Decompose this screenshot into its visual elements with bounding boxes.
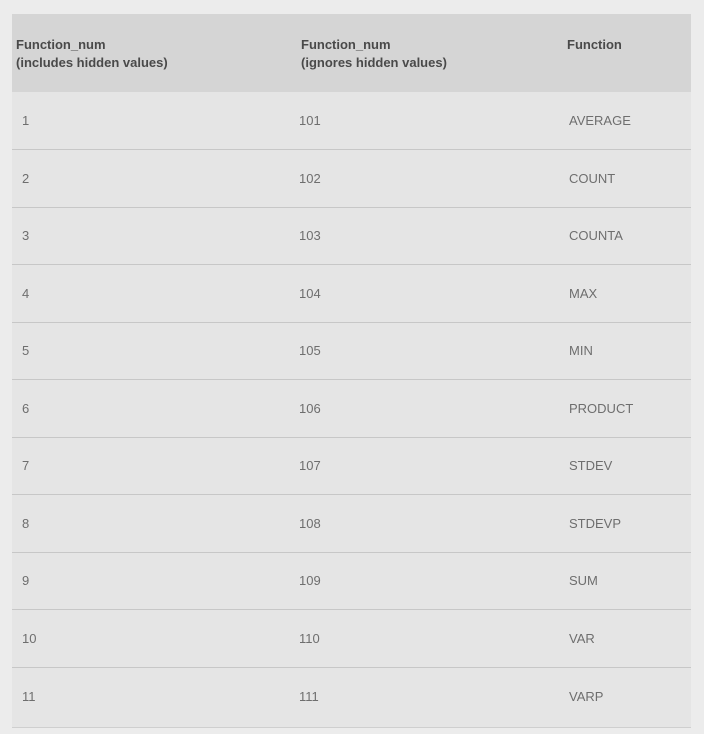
cell-ignores: 111	[297, 667, 567, 725]
cell-includes: 10	[12, 610, 297, 668]
table-row	[12, 207, 691, 265]
table-row	[12, 610, 691, 668]
cell-includes: 1	[22, 113, 30, 128]
cell-ignores: 105	[297, 322, 567, 380]
table-row	[12, 552, 691, 610]
cell-ignores: 107	[297, 437, 567, 495]
cell-function: SUM	[567, 552, 691, 610]
subtotal-function-table-container	[12, 14, 691, 728]
header-function	[567, 14, 691, 92]
cell-function: PRODUCT	[567, 380, 691, 438]
cell-function: COUNTA	[567, 207, 691, 265]
cell-includes: 3	[12, 207, 297, 265]
table-row	[12, 495, 691, 553]
cell-function: VAR	[567, 610, 691, 668]
cell-includes: 7	[12, 437, 297, 495]
header-includes-line2: (includes hidden values)	[16, 55, 168, 70]
cell-includes: 9	[12, 552, 297, 610]
cell-includes: 8	[12, 495, 297, 553]
header-includes-line1: Function_num	[16, 37, 106, 52]
subtotal-function-table	[12, 14, 691, 725]
table-row	[12, 150, 691, 208]
cell-function: AVERAGE	[569, 113, 631, 128]
header-includes-hidden	[12, 14, 297, 92]
cell-ignores: 103	[297, 207, 567, 265]
cell-includes: 6	[12, 380, 297, 438]
header-ignores-line1: Function_num	[301, 37, 391, 52]
cell-includes: 2	[12, 150, 297, 208]
cell-ignores: 110	[297, 610, 567, 668]
cell-ignores: 106	[297, 380, 567, 438]
header-ignores-line2: (ignores hidden values)	[301, 55, 447, 70]
cell-ignores: 104	[297, 265, 567, 323]
cell-ignores: 102	[297, 150, 567, 208]
header-function-label: Function	[567, 37, 622, 52]
table-header	[12, 14, 691, 92]
cell-includes: 4	[12, 265, 297, 323]
cell-includes: 5	[12, 322, 297, 380]
cell-function: VARP	[567, 667, 691, 725]
cell-ignores: 108	[297, 495, 567, 553]
table-row	[12, 265, 691, 323]
header-row	[12, 14, 691, 92]
cell-function: STDEVP	[567, 495, 691, 553]
table-row	[12, 92, 691, 150]
cell-ignores: 109	[297, 552, 567, 610]
cell-function: STDEV	[567, 437, 691, 495]
cell-function: COUNT	[567, 150, 691, 208]
table-row	[12, 437, 691, 495]
table-row	[12, 380, 691, 438]
cell-function: MIN	[567, 322, 691, 380]
table-body	[12, 92, 691, 725]
table-row	[12, 322, 691, 380]
header-ignores-hidden	[297, 14, 567, 92]
table-row	[12, 667, 691, 725]
cell-function: MAX	[567, 265, 691, 323]
cell-includes: 11	[12, 667, 297, 725]
cell-ignores: 101	[299, 113, 321, 128]
